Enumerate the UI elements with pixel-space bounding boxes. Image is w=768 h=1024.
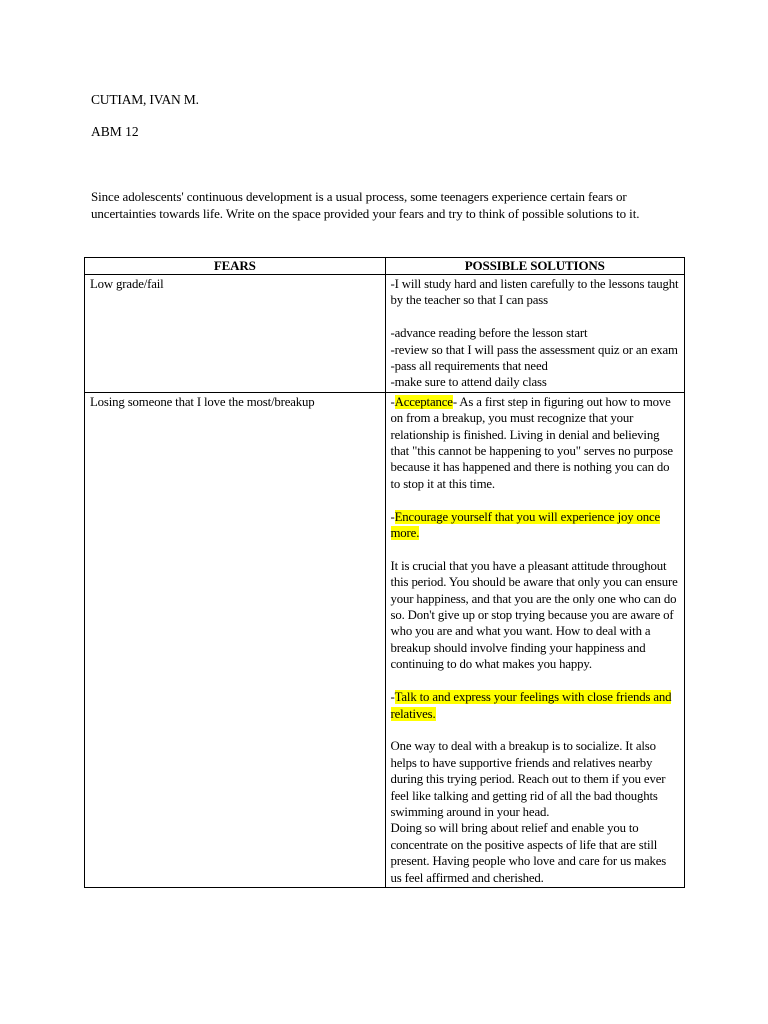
solution-paragraph: It is crucial that you have a pleasant attitude throughout this period. You should be aware that only you can ensure your happiness, and that you are the only one who can do so. Don't give up or stop trying because you are aware of who you are and what you want. How to deal with a breakup should involve finding your happiness and continuing to do what makes you happy. <box>390 558 678 672</box>
fear-cell: Losing someone that I love the most/breakup <box>85 392 386 887</box>
solution-paragraph <box>391 509 680 542</box>
bullet-dash: - <box>390 690 395 705</box>
column-header-fears: FEARS <box>85 258 386 275</box>
table-header-row <box>85 258 685 275</box>
solution-paragraph: Doing so will bring about relief and enable you to concentrate on the positive aspects of life that are still present. Having people who love and care for us makes us feel affirmed and cherished. <box>390 821 667 885</box>
solution-line: -pass all requirements that need <box>390 359 548 374</box>
grade-level: ABM 12 <box>91 124 139 139</box>
solution-paragraph <box>391 689 680 722</box>
instructions-paragraph: Since adolescents' continuous development is a usual process, some teenagers experience certain fears or uncertainties towards life. Write on the space provided your fears and try to think of possible solutions to it. <box>91 189 640 221</box>
student-name: CUTIAM, IVAN M. <box>91 92 199 107</box>
fears-solutions-table <box>84 257 685 888</box>
paragraph-text: - As a first step in figuring out how to move on from a breakup, you must recognize that your relationship is finished. Living in denial and believing that "this cannot be happening to you" serves no purpose because it has happened and there is nothing you can do to stop it at this time. <box>390 394 673 491</box>
column-header-solutions: POSSIBLE SOLUTIONS <box>385 258 685 275</box>
solution-line: -I will study hard and listen carefully to the lessons taught by the teacher so that I can pass <box>390 277 679 308</box>
highlighted-heading: Encourage yourself that you will experience joy once more. <box>390 509 661 541</box>
solution-line: -review so that I will pass the assessment quiz or an exam <box>390 342 678 357</box>
highlighted-heading: Talk to and express your feelings with close friends and relatives. <box>390 690 672 721</box>
table-row <box>85 275 685 393</box>
table-row <box>85 392 685 887</box>
fear-cell: Low grade/fail <box>85 275 386 393</box>
bullet-dash: - <box>390 509 395 524</box>
solution-cell <box>385 275 685 393</box>
solution-paragraph <box>391 394 680 492</box>
highlighted-heading: Acceptance <box>394 394 453 409</box>
solution-cell <box>385 392 685 887</box>
solution-line: -advance reading before the lesson start <box>390 326 588 341</box>
solution-line: -make sure to attend daily class <box>390 375 547 390</box>
bullet-dash: - <box>390 394 395 409</box>
solution-paragraph: One way to deal with a breakup is to socialize. It also helps to have supportive friends and relatives nearby during this trying period. Reach out to them if you ever feel like talking and getting rid of all the bad thoughts swimming around in your head. <box>390 739 666 819</box>
